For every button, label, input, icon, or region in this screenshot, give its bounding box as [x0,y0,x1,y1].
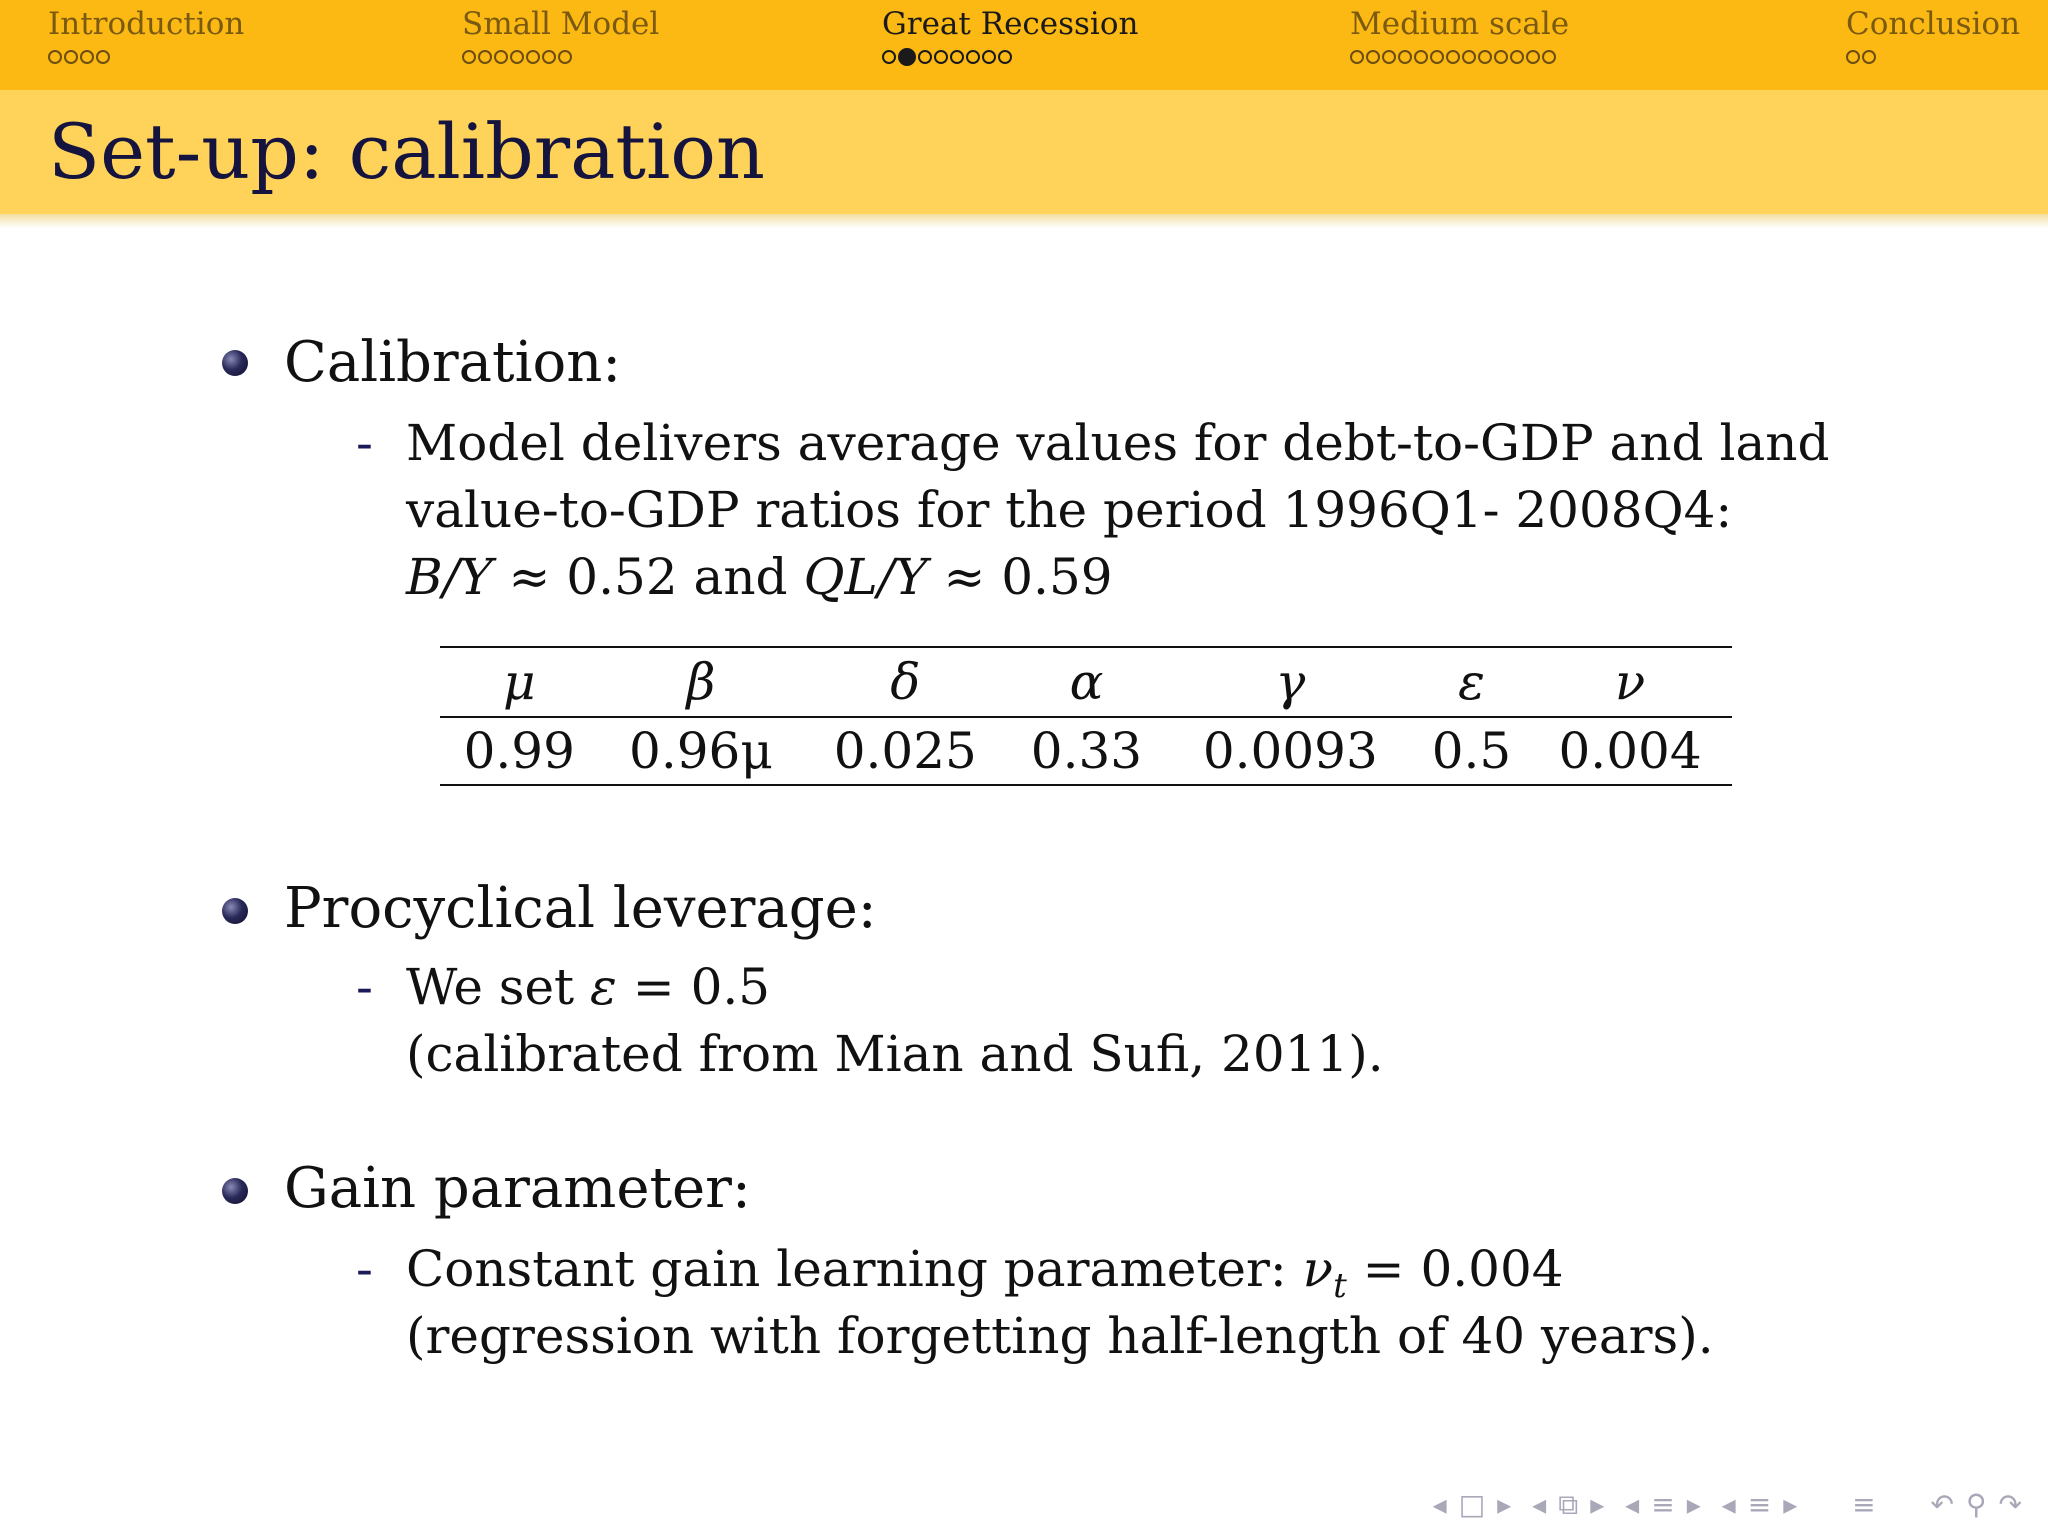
debt-gdp-symbol: B/Y [406,548,493,606]
nav-section-introduction[interactable] [48,4,244,66]
bullet-ball-icon [222,350,248,376]
nav-slide-dot[interactable] [882,50,896,64]
param-value-gamma: 0.0093 [1166,717,1415,785]
bullet-heading: Calibration: [284,330,622,395]
nav-slide-dot[interactable] [542,50,556,64]
nav-part-icon[interactable]: ≡ [1747,1488,1772,1521]
param-header-alpha: α [1007,647,1166,717]
nav-section-label: Great Recession [882,6,1139,42]
nav-forward-icon[interactable]: ↷ [1998,1488,2022,1521]
nav-section-label: Introduction [48,6,245,42]
bullet-ball-icon [222,898,248,924]
gain-line [406,1236,1714,1306]
nav-section-great-recession[interactable] [882,4,1138,66]
leverage-prefix: We set [406,958,575,1016]
param-value-nu: 0.004 [1528,717,1732,785]
nav-slide-dot[interactable] [1510,50,1524,64]
bullet-heading: Gain parameter: [284,1156,751,1221]
text-line: Model delivers average values for debt-to-GDP and land [406,414,1830,472]
sub-item-text [406,954,1384,1088]
nav-slide-dot[interactable] [494,50,508,64]
sub-item-dash: - [356,1240,373,1298]
nav-prev-part-icon[interactable]: ◂ [1721,1488,1736,1521]
nav-slide-dot[interactable] [1526,50,1540,64]
nav-next-part-icon[interactable]: ▸ [1783,1488,1798,1521]
nav-slide-dot[interactable] [1350,50,1364,64]
nav-next-frame-icon[interactable]: ▸ [1497,1488,1512,1521]
text-line: (regression with forgetting half-length of 40 years). [406,1307,1714,1365]
nav-slide-dots[interactable] [1350,46,1569,66]
nav-slide-dots[interactable] [1846,46,2020,66]
nav-prev-frame-icon[interactable]: ◂ [1432,1488,1447,1521]
and-text: and [693,548,788,606]
nav-section-small-model[interactable] [462,4,659,66]
nu-subscript: t [1333,1266,1347,1306]
sub-item-dash: - [356,414,373,472]
gain-prefix: Constant gain learning parameter: [406,1240,1287,1298]
land-gdp-symbol: QL/Y [803,548,928,606]
nav-slide-dot[interactable] [1846,50,1860,64]
param-value-alpha: 0.33 [1007,717,1166,785]
nav-prev-section-icon[interactable]: ◂ [1625,1488,1640,1521]
table-header-row [440,647,1732,717]
ratio-line [406,544,1829,611]
nav-slide-dot[interactable] [80,50,94,64]
nav-slide-dot[interactable] [462,50,476,64]
param-header-epsilon: ε [1415,647,1528,717]
nav-section-label: Medium scale [1350,6,1570,42]
nav-frame-icon[interactable]: □ [1458,1488,1486,1521]
param-header-delta: δ [803,647,1007,717]
nav-next-section-icon[interactable]: ▸ [1686,1488,1701,1521]
nav-back-icon[interactable]: ↶ [1930,1488,1955,1521]
section-navigation-bar [0,0,2048,90]
nav-slide-dot[interactable] [1542,50,1556,64]
nav-section-label: Small Model [462,6,660,42]
nav-slide-dots[interactable] [882,46,1138,66]
param-value-mu: 0.99 [440,717,599,785]
nav-slide-dot[interactable] [1430,50,1444,64]
nu-letter: ν [1302,1240,1334,1298]
text-line: value-to-GDP ratios for the period 1996Q1- 2008Q4: [406,481,1733,539]
nav-slide-dot[interactable] [950,50,964,64]
nav-slide-dot[interactable] [1862,50,1876,64]
nu-symbol [1302,1240,1347,1306]
nav-slide-dot[interactable] [1366,50,1380,64]
nav-slide-dot[interactable] [1478,50,1492,64]
nav-slide-dot[interactable] [478,50,492,64]
debt-gdp-value: ≈ 0.52 [508,548,678,606]
sub-item-dash: - [356,958,373,1016]
nav-section-medium-scale[interactable] [1350,4,1569,66]
nav-section-icon[interactable]: ≡ [1651,1488,1675,1521]
bullet-ball-icon [222,1178,248,1204]
nav-slide-dots[interactable] [462,46,659,66]
nav-slide-dot[interactable] [48,50,62,64]
nav-slide-dot[interactable] [934,50,948,64]
nav-slide-dot[interactable] [1414,50,1428,64]
nav-slide-dots[interactable] [48,46,244,66]
leverage-line [406,954,1384,1021]
param-value-delta: 0.025 [803,717,1007,785]
nav-slide-dot[interactable] [510,50,524,64]
nav-slide-dot[interactable] [918,50,932,64]
nav-slide-dot[interactable] [966,50,980,64]
nav-slide-dot[interactable] [1494,50,1508,64]
nav-slide-dot[interactable] [96,50,110,64]
frame-title: Set-up: calibration [48,107,765,196]
nav-slide-dot[interactable] [1398,50,1412,64]
calibration-parameter-table [440,646,1732,786]
title-bar-shadow [0,214,2048,228]
nav-slide-dot[interactable] [1446,50,1460,64]
epsilon-symbol: ε [590,958,617,1016]
nav-section-label: Conclusion [1846,6,2021,42]
nav-slide-dot[interactable] [982,50,996,64]
nav-slide-dot[interactable] [526,50,540,64]
param-header-beta: β [599,647,804,717]
nav-subsection-icon[interactable]: ⧉ [1558,1488,1579,1521]
bullet-heading: Procyclical leverage: [284,876,877,941]
nav-prev-subsection-icon[interactable]: ◂ [1532,1488,1547,1521]
epsilon-value: = 0.5 [632,958,771,1016]
param-header-nu: ν [1528,647,1732,717]
nav-slide-dot[interactable] [558,50,572,64]
param-value-epsilon: 0.5 [1415,717,1528,785]
text-line: (calibrated from Mian and Sufi, 2011). [406,1025,1384,1083]
nav-slide-dot[interactable] [1462,50,1476,64]
nav-slide-dot[interactable] [1382,50,1396,64]
sub-item-text [406,410,1829,611]
nav-next-subsection-icon[interactable]: ▸ [1590,1488,1605,1521]
nav-section-conclusion[interactable] [1846,4,2020,66]
gain-value: = 0.004 [1362,1240,1564,1298]
land-gdp-value: ≈ 0.59 [943,548,1113,606]
nav-slide-dot[interactable] [898,48,916,66]
nav-document-icon[interactable]: ≡ [1852,1488,1876,1521]
param-header-mu: μ [440,647,599,717]
sub-item-text [406,1236,1714,1370]
param-value-beta: 0.96μ [599,717,804,785]
beamer-navigation-controls [1427,1488,2028,1528]
nav-slide-dot[interactable] [64,50,78,64]
table-row [440,717,1732,785]
nav-search-icon[interactable]: ⚲ [1966,1488,1987,1521]
nav-slide-dot[interactable] [998,50,1012,64]
param-header-gamma: γ [1166,647,1415,717]
